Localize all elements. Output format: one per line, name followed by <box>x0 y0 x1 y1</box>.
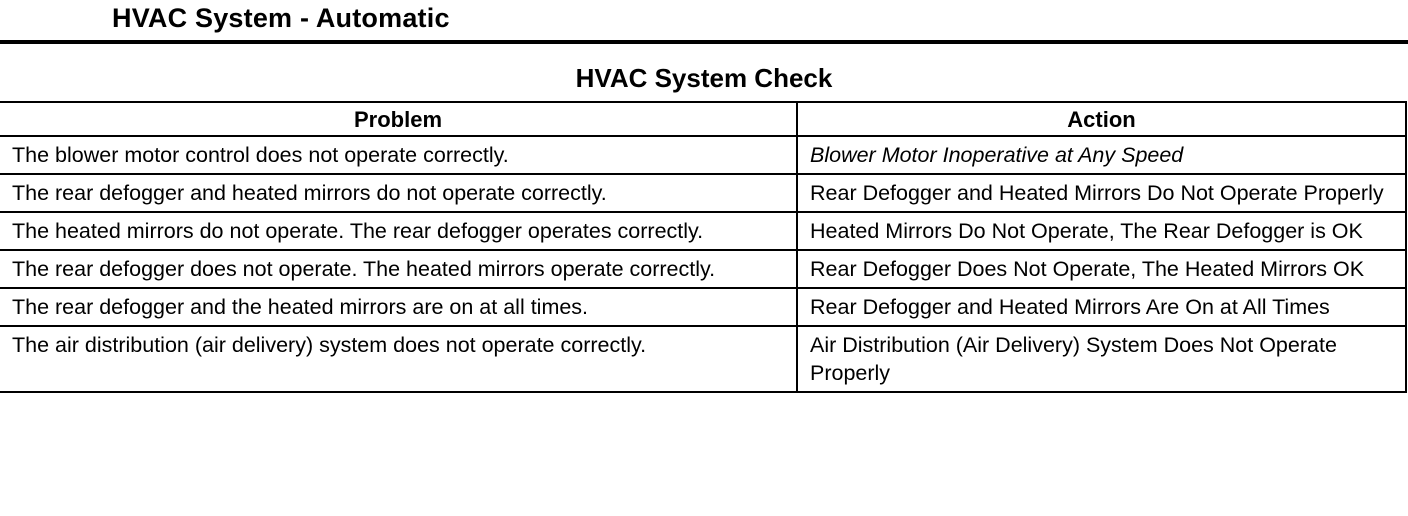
page-title: HVAC System - Automatic <box>112 3 450 33</box>
problem-cell: The blower motor control does not operate correctly. <box>0 136 797 174</box>
problem-cell: The air distribution (air delivery) system does not operate correctly. <box>0 326 797 392</box>
table-caption: HVAC System Check <box>575 63 833 93</box>
action-link[interactable]: Rear Defogger Does Not Operate, The Heated Mirrors OK <box>797 250 1406 288</box>
table-row <box>0 212 1406 250</box>
table-row <box>0 326 1406 392</box>
title-divider <box>0 40 1408 44</box>
table-row <box>0 288 1406 326</box>
table-row <box>0 250 1406 288</box>
problem-column-header: Problem <box>0 102 797 136</box>
problem-cell: The heated mirrors do not operate. The rear defogger operates correctly. <box>0 212 797 250</box>
action-column-header: Action <box>797 102 1406 136</box>
problem-cell: The rear defogger does not operate. The heated mirrors operate correctly. <box>0 250 797 288</box>
action-link[interactable]: Rear Defogger and Heated Mirrors Do Not Operate Properly <box>797 174 1406 212</box>
action-link[interactable]: Air Distribution (Air Delivery) System Does Not Operate Properly <box>797 326 1406 392</box>
table-row <box>0 136 1406 174</box>
problem-cell: The rear defogger and heated mirrors do not operate correctly. <box>0 174 797 212</box>
table-header-row <box>0 102 1406 136</box>
problem-cell: The rear defogger and the heated mirrors are on at all times. <box>0 288 797 326</box>
table-row <box>0 174 1406 212</box>
action-link[interactable]: Blower Motor Inoperative at Any Speed <box>797 136 1406 174</box>
action-link[interactable]: Rear Defogger and Heated Mirrors Are On at All Times <box>797 288 1406 326</box>
action-link[interactable]: Heated Mirrors Do Not Operate, The Rear Defogger is OK <box>797 212 1406 250</box>
hvac-check-table <box>0 101 1407 393</box>
